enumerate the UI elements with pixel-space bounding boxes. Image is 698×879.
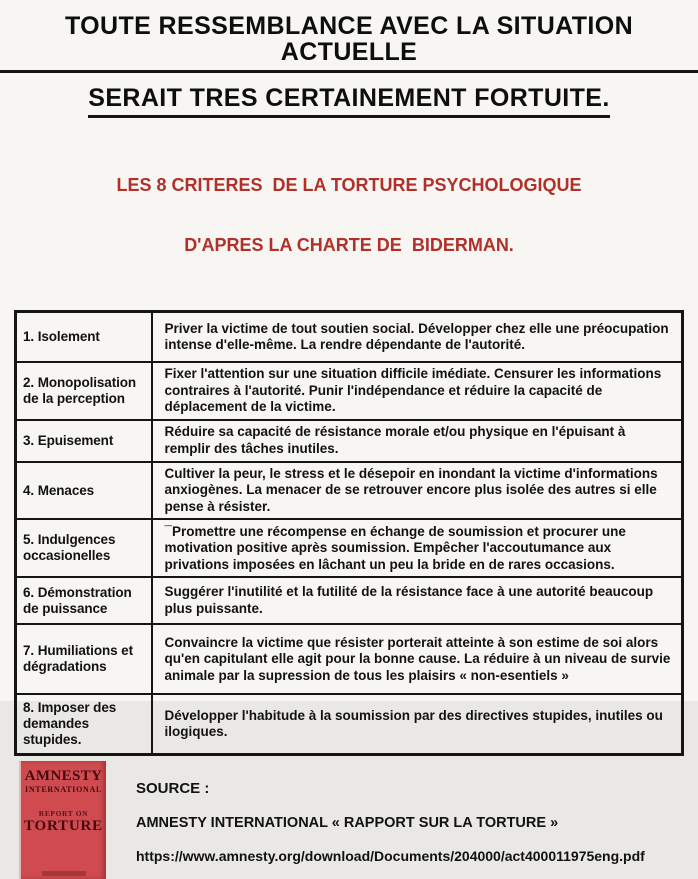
description-cell: Suggérer l'inutilité et la futilité de la résistance face à une autorité beaucoup plus puissante.: [152, 577, 683, 624]
description-cell: Développer l'habitude à la soumission par des directives stupides, inutiles ou ilogiques.: [152, 694, 683, 754]
subtitle: [0, 135, 698, 295]
book-title-torture: TORTURE: [24, 817, 103, 834]
table-row: [16, 311, 683, 362]
table-row: [16, 420, 683, 462]
table-row: [16, 694, 683, 754]
book-title-amnesty: AMNESTY: [24, 767, 103, 784]
description-cell: Priver la victime de tout soutien social. Développer chez elle une préocupation intense d'elle-même. La rendre dépendante de l'autorité.: [152, 311, 683, 362]
main-title-line1: TOUTE RESSEMBLANCE AVEC LA SITUATION ACTUELLE: [0, 13, 698, 73]
subtitle-line1: LES 8 CRITERES DE LA TORTURE PSYCHOLOGIQUE: [116, 174, 582, 195]
main-title-line2: SERAIT TRES CERTAINEMENT FORTUITE.: [88, 85, 609, 118]
criterion-cell: 1. Isolement: [16, 311, 152, 362]
description-cell: Convaincre la victime que résister porterait atteinte à son estime de soi alors qu'en capitulant elle agit pour la bonne cause. La réduire à un niveau de survie animale par la supression de tous les plaisirs « non-esentiels »: [152, 624, 683, 694]
table-row: [16, 577, 683, 624]
description-cell: Cultiver la peur, le stress et le désepoir en inondant la victime d'informations anxiogènes. La menacer de se retrouver encore plus isolée des autres si elle pense à résister.: [152, 462, 683, 520]
source-url-link[interactable]: https://www.amnesty.org/download/Documents/204000/act400011975eng.pdf: [136, 847, 645, 864]
book-publisher-line: [42, 871, 86, 876]
table-row: [16, 519, 683, 577]
criterion-cell: 6. Démonstration de puissance: [16, 577, 152, 624]
criterion-cell: 2. Monopolisation de la perception: [16, 362, 152, 420]
criteria-table: [14, 310, 684, 756]
table-row: [16, 462, 683, 520]
book-title-report-on: REPORT ON: [38, 808, 89, 818]
criterion-cell: 7. Humiliations et dégradations: [16, 624, 152, 694]
criterion-cell: 8. Imposer des demandes stupides.: [16, 694, 152, 754]
table-row: [16, 362, 683, 420]
subtitle-line2: D'APRES LA CHARTE DE BIDERMAN.: [184, 234, 514, 255]
description-cell: ¯Promettre une récompense en échange de soumission et procurer une motivation positive après soumission. Empêcher l'accoutumance aux privations imposées en lâchant un peu la bride en de rares occasions.: [152, 519, 683, 577]
table-row: [16, 624, 683, 694]
source-block: [136, 761, 645, 864]
source-name: AMNESTY INTERNATIONAL « RAPPORT SUR LA TORTURE »: [136, 814, 559, 831]
header: [0, 0, 698, 295]
criterion-cell: 4. Menaces: [16, 462, 152, 520]
description-cell: Fixer l'attention sur une situation difficile imédiate. Censurer les informations contraires à l'autorité. Punir l'indépendance et réduire la capacité de déplacement de la victime.: [152, 362, 683, 420]
book-cover-image: [19, 761, 106, 879]
criterion-cell: 5. Indulgences occasionelles: [16, 519, 152, 577]
source-label: SOURCE :: [136, 779, 210, 797]
description-cell: Réduire sa capacité de résistance morale et/ou physique en l'épuisant à remplir des tâches inutiles.: [152, 420, 683, 462]
criterion-cell: 3. Epuisement: [16, 420, 152, 462]
book-title-international: INTERNATIONAL: [25, 784, 102, 794]
footer: [0, 761, 698, 879]
